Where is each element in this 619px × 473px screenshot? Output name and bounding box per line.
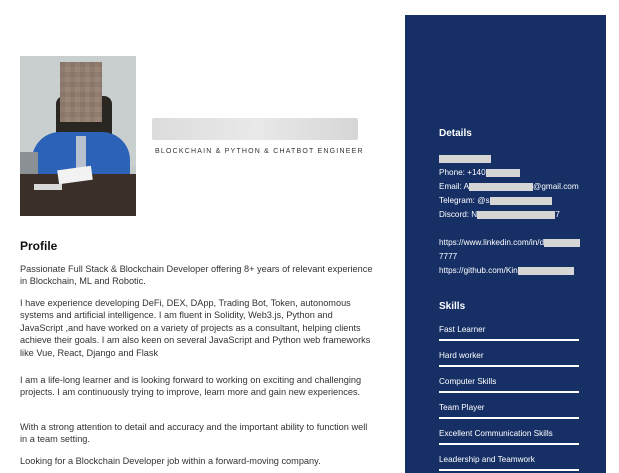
details-heading: Details (439, 128, 472, 139)
phone-label: Phone: +140 (439, 168, 486, 177)
job-title: BLOCKCHAIN & PYTHON & CHATBOT ENGINEER (155, 148, 364, 155)
discord-line (439, 209, 560, 220)
phone-line (439, 167, 520, 178)
profile-paragraph-2: I have experience developing DeFi, DEX, DApp, Trading Bot, Token, autonomous systems and artificial intelligence. I am fluent in Solidity, Web3.js, Python and JavaScript ,and have worked on a variety of projects as a consultant, helping clients achieve their goals. I am also keen on several JavaScript and Python web frameworks like Vue, React, Django and Flask (20, 298, 371, 358)
profile-paragraph-5: Looking for a Blockchain Developer job within a forward-moving company. (20, 456, 321, 466)
github-line[interactable] (439, 265, 574, 276)
skill-label: Excellent Communication Skills (439, 429, 553, 438)
profile-paragraph-1: Passionate Full Stack & Blockchain Developer offering 8+ years of relevant experience in Blockchain, ML and Robotic. (20, 264, 373, 287)
linkedin-initial: d (539, 238, 545, 247)
skill-label: Hard worker (439, 351, 484, 360)
profile-paragraph-3: I am a life-long learner and is looking forward to working on exciting and challenging projects. I am continuously trying to improve, learn more and gain new experiences. (20, 375, 362, 398)
skill-bar (439, 443, 579, 445)
photo-keyboard (34, 184, 62, 190)
telegram-label: Telegram: @s (439, 196, 490, 205)
linkedin-link[interactable]: https://www.linkedin.com/in/ (439, 238, 540, 247)
name-redacted (152, 118, 358, 140)
email-domain: @gmail.com (533, 182, 579, 191)
redaction (439, 155, 491, 163)
skill-label: Leadership and Teamwork (439, 455, 535, 464)
profile-photo (20, 56, 136, 216)
skill-bar (439, 417, 579, 419)
skill-item (439, 350, 579, 367)
skill-item (439, 428, 579, 445)
skill-label: Team Player (439, 403, 485, 412)
skill-bar (439, 391, 579, 393)
github-link[interactable]: https://github.com/Kin (439, 266, 518, 275)
name-line-redacted (439, 153, 491, 164)
skill-item (439, 454, 579, 471)
skill-item (439, 324, 579, 341)
skill-bar (439, 469, 579, 471)
redaction (544, 239, 580, 247)
skill-item (439, 376, 579, 393)
sidebar (405, 15, 606, 473)
redaction (486, 169, 520, 177)
redaction (477, 211, 555, 219)
redaction (490, 197, 552, 205)
redaction (469, 183, 533, 191)
skill-label: Fast Learner (439, 325, 486, 334)
skill-item (439, 402, 579, 419)
discord-label: Discord: N (439, 210, 478, 219)
skill-bar (439, 365, 579, 367)
telegram-line (439, 195, 552, 206)
skill-bar (439, 339, 579, 341)
discord-suffix: 7 (555, 210, 560, 219)
skill-label: Computer Skills (439, 377, 497, 386)
email-line (439, 181, 579, 192)
linkedin-line[interactable] (439, 237, 580, 248)
profile-paragraph-4: With a strong attention to detail and accuracy and the important ability to function well in a team setting. (20, 422, 368, 445)
email-initial: A (463, 182, 470, 191)
profile-heading: Profile (20, 239, 58, 253)
redaction (518, 267, 574, 275)
linkedin-line-cont[interactable]: 7777 (439, 252, 458, 261)
photo-face-pixelated (60, 62, 102, 122)
skills-heading: Skills (439, 301, 466, 312)
email-label: Email: (439, 182, 464, 191)
